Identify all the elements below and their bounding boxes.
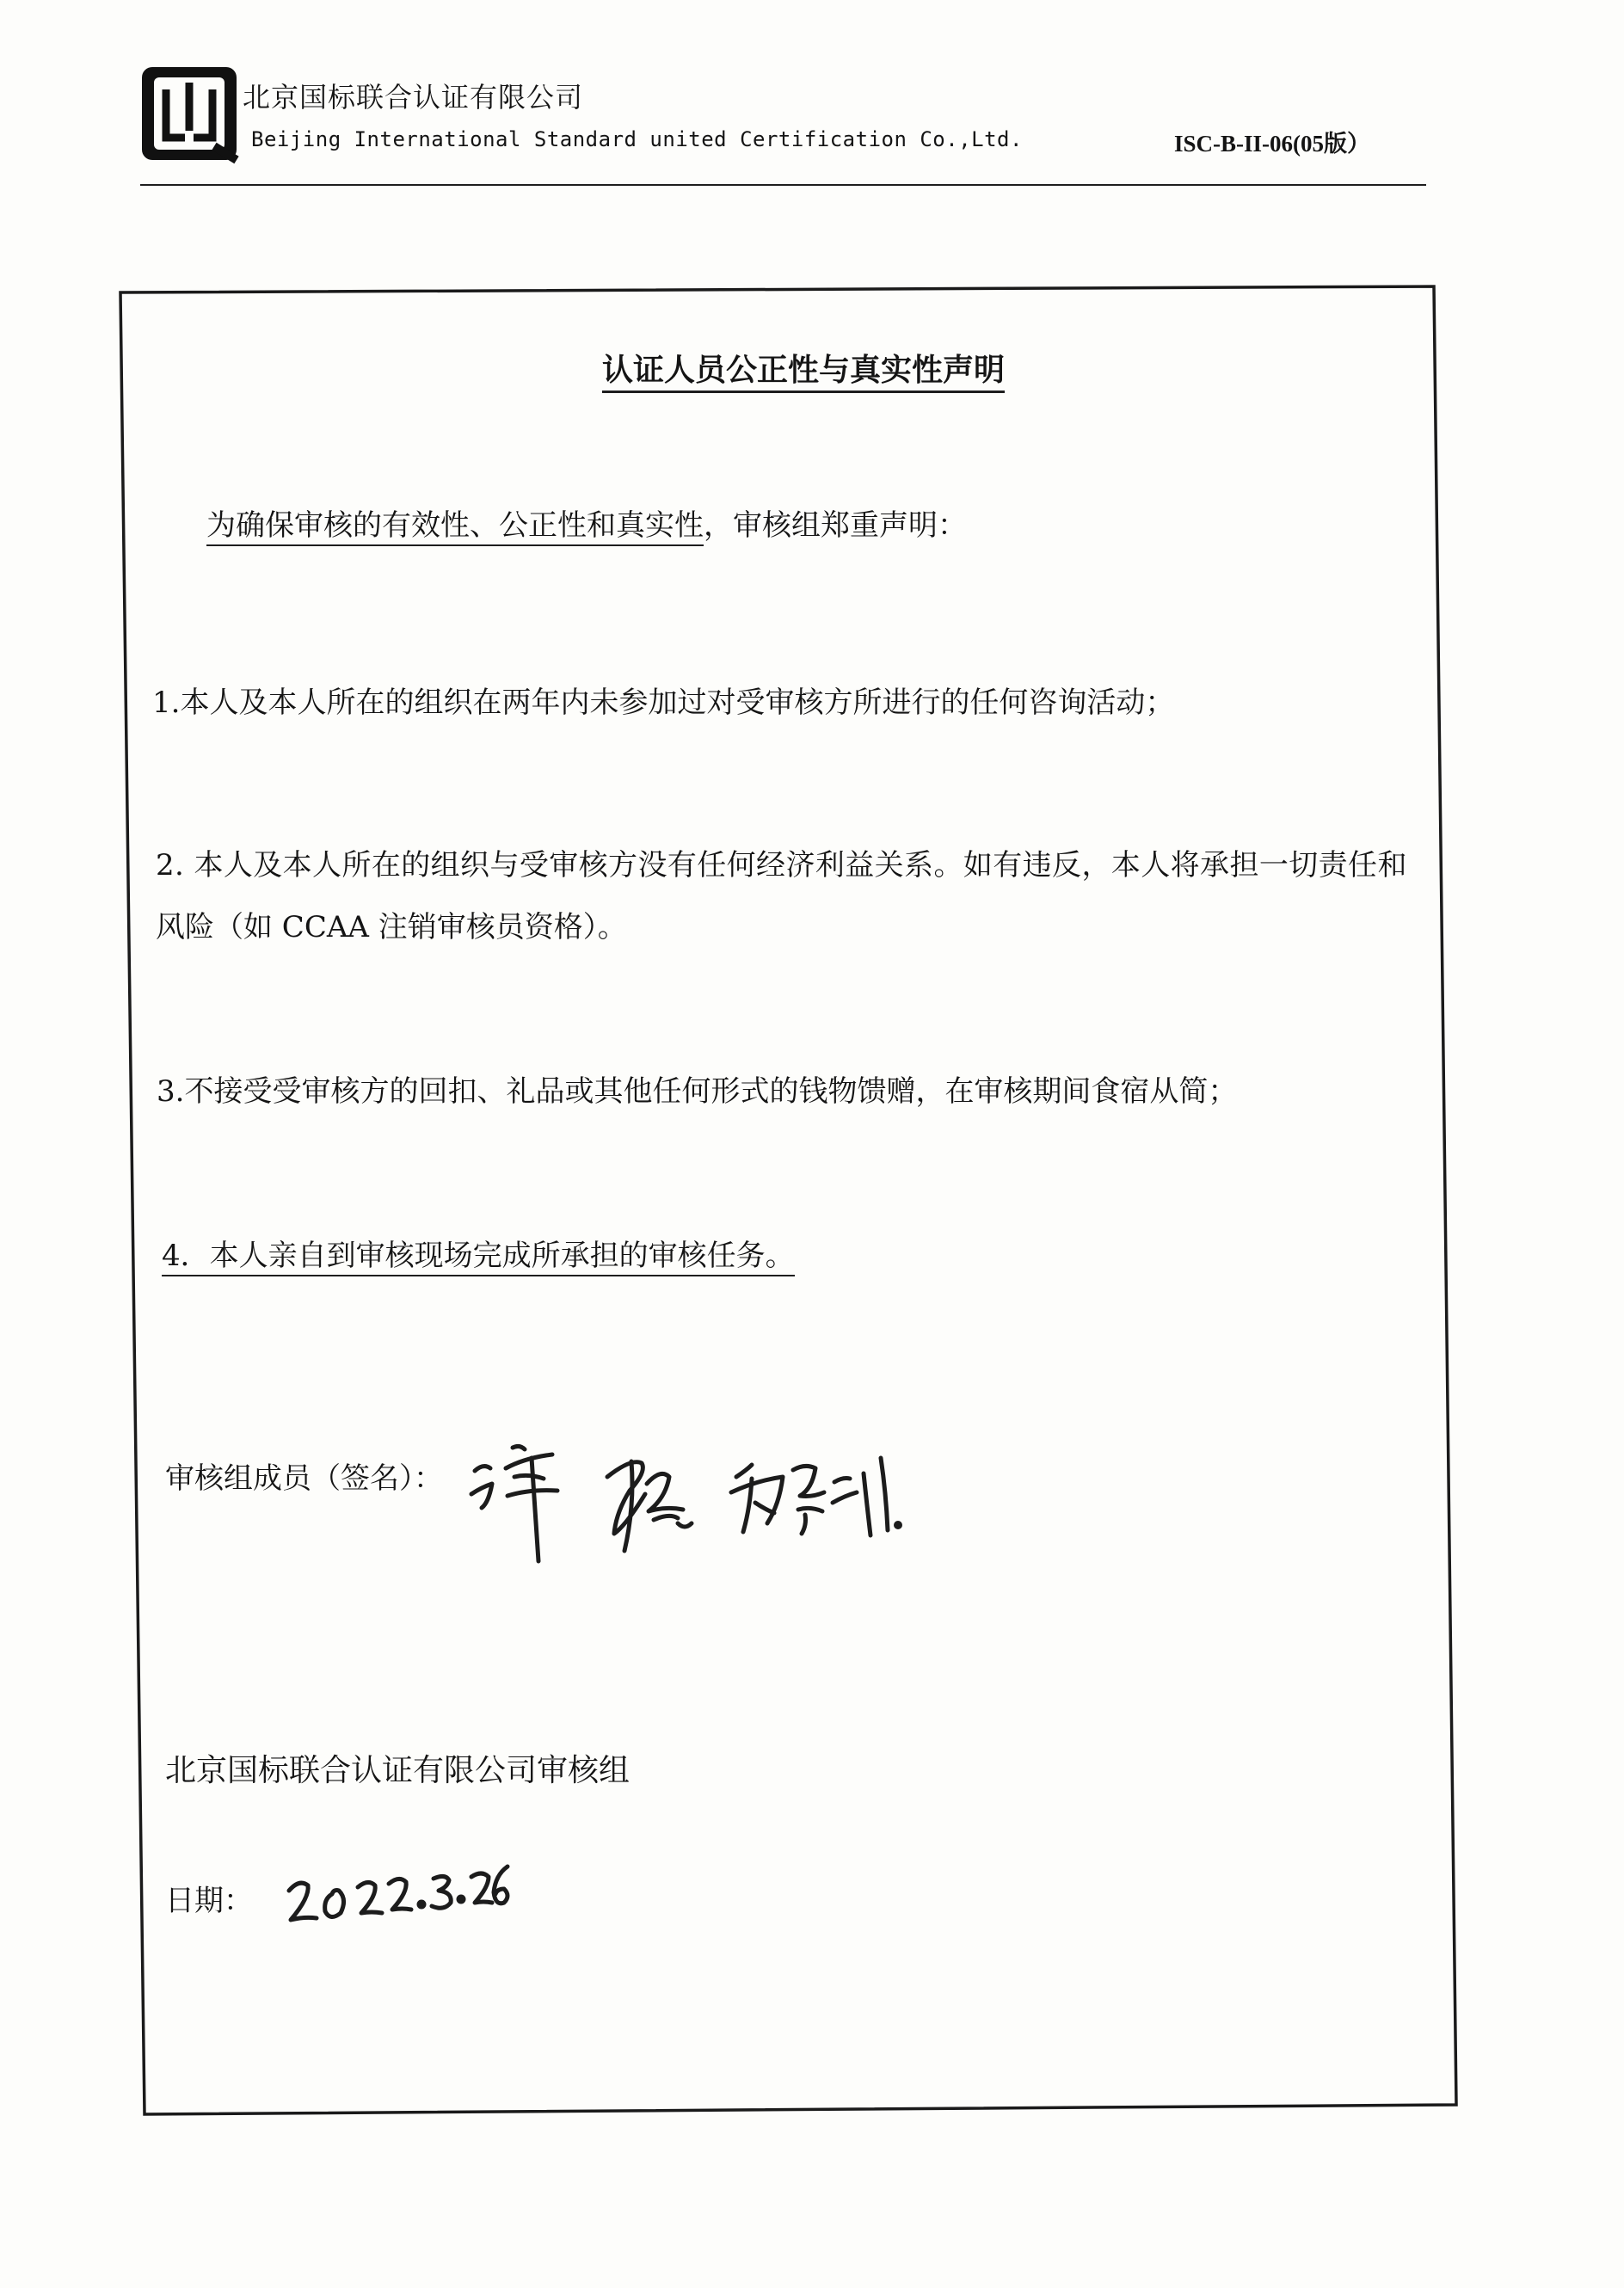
document-title-text: 认证人员公正性与真实性声明: [602, 352, 1005, 393]
company-name-en: Beijing International Standard united Certification Co.,Ltd.: [251, 127, 1023, 151]
intro-rest: ，审核组郑重声明：: [704, 508, 967, 543]
members-signature-label: 审核组成员（签名）：: [165, 1461, 443, 1496]
company-name-cn: 北京国标联合认证有限公司: [243, 81, 584, 114]
declaration-item-3: 3.不接受受审核方的回扣、礼品或其他任何形式的钱物馈赠，在审核期间食宿从简；: [157, 1074, 1238, 1109]
declaration-item-1: 1.本人及本人所在的组织在两年内未参加过对受审核方所进行的任何咨询活动；: [152, 686, 1175, 720]
declaration-item-2-line-1: 2. 本人及本人所在的组织与受审核方没有任何经济利益关系。如有违反，本人将承担一切责任和: [156, 848, 1407, 883]
date-label: 日期：: [165, 1884, 253, 1918]
declaration-item-2-line-2: 风险（如 CCAA 注销审核员资格）。: [156, 910, 627, 944]
intro-paragraph: [206, 501, 967, 544]
document-title: [0, 346, 1624, 390]
member-signatures: [463, 1424, 944, 1570]
intro-underlined: 为确保审核的有效性、公正性和真实性: [206, 508, 704, 546]
audit-team-name: 北京国标联合认证有限公司审核组: [165, 1753, 631, 1788]
handwritten-date: [282, 1849, 514, 1944]
declaration-item-4-text: 4．本人亲自到审核现场完成所承担的审核任务。: [162, 1239, 795, 1276]
declaration-item-4: [162, 1232, 795, 1274]
form-code: ISC-B-II-06(05版）: [1174, 131, 1371, 157]
